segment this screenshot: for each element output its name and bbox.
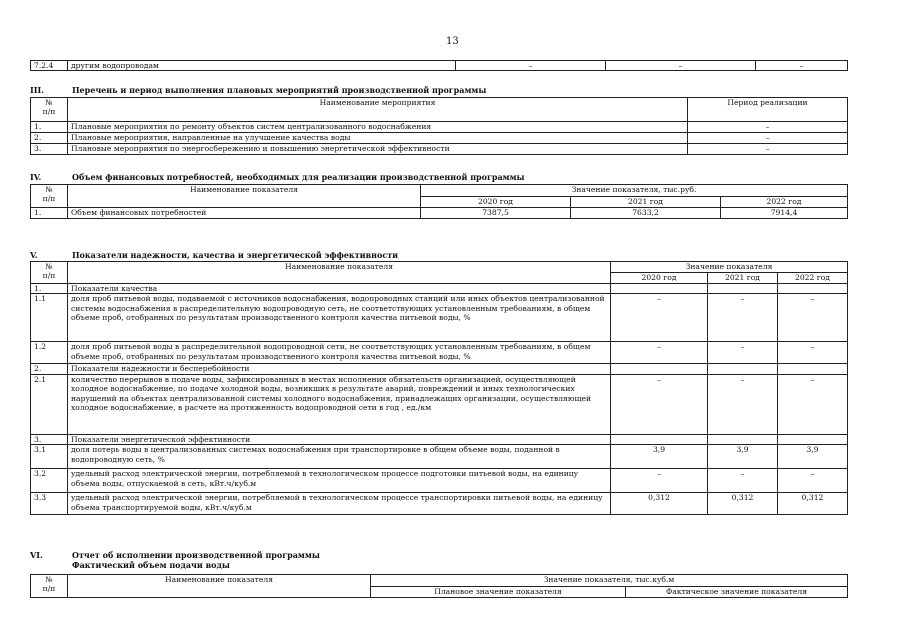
row-number: 1.	[31, 284, 68, 294]
value-2022: –	[778, 469, 848, 493]
value-2021: 3,9	[708, 445, 778, 469]
section-title: Объем финансовых потребностей, необходимых для реализации производственной программы	[72, 172, 525, 182]
indicator-name: Объем финансовых потребностей	[68, 208, 421, 219]
section-6-heading	[30, 551, 850, 571]
table-header-row	[31, 185, 848, 197]
table-row	[31, 284, 848, 294]
period-cell: –	[688, 144, 848, 155]
row-number: 3.	[31, 144, 68, 155]
col-header-name: Наименование показателя	[68, 575, 371, 598]
col-header-2022: 2022 год	[778, 273, 848, 284]
row-number: 1.	[31, 208, 68, 219]
row-number: 3.3	[31, 493, 68, 515]
row-number: 2.	[31, 133, 68, 144]
col-header-number: № п/п	[31, 262, 68, 284]
col-header-fact: Фактическое значение показателя	[626, 587, 848, 598]
row-number: 1.1	[31, 294, 68, 342]
col-header-number: № п/п	[31, 185, 68, 208]
period-cell: –	[688, 133, 848, 144]
measures-table	[30, 97, 848, 155]
table-row	[31, 144, 848, 155]
indicator-name: количество перерывов в подаче воды, зафиксированных в местах исполнения обязательств организацией, осуществляющей холодное водоснабжение, по подаче холодной воды, возникших в результате аварий, повреждений и иных технологических нарушений на объектах централизованной системы холодного водоснабжения, принадлежащих организации, осуществляющей холодное водоснабжение, в расчете на протяженность водопроводной сети в год , ед./км	[68, 374, 611, 434]
page-number: 13	[446, 36, 459, 47]
value-2022: –	[778, 374, 848, 434]
row-number: 7.2.4	[31, 61, 68, 71]
col-header-2022: 2022 год	[721, 197, 848, 208]
table-header-row	[31, 262, 848, 273]
measure-name: Плановые мероприятия, направленные на улучшение качества воды	[68, 133, 688, 144]
table-row	[31, 434, 848, 444]
value-2021: –	[708, 294, 778, 342]
table-row	[31, 469, 848, 493]
table-row	[31, 493, 848, 515]
table-row	[31, 61, 848, 71]
section-subtitle: Фактический объем подачи воды	[72, 560, 230, 570]
col-header-name: Наименование мероприятия	[68, 98, 688, 122]
col-header-name: Наименование показателя	[68, 262, 611, 284]
col-header-2020: 2020 год	[421, 197, 571, 208]
continuation-table	[30, 60, 848, 71]
table-row	[31, 374, 848, 434]
value-2022: 3,9	[778, 445, 848, 469]
indicator-name: Показатели надежности и бесперебойности	[68, 364, 611, 374]
section-number: V.	[30, 250, 38, 260]
row-number: 3.2	[31, 469, 68, 493]
indicator-name: другим водопроводам	[68, 61, 456, 71]
value-2022	[778, 364, 848, 374]
value-2021	[708, 284, 778, 294]
col-header-2020: 2020 год	[611, 273, 708, 284]
value-2022: 0,312	[778, 493, 848, 515]
value-2021	[708, 364, 778, 374]
section-number: IV.	[30, 172, 42, 182]
value-cell: –	[606, 61, 756, 71]
col-header-number: № п/п	[31, 98, 68, 122]
measure-name: Плановые мероприятия по энергосбережению и повышению энергетической эффективности	[68, 144, 688, 155]
col-header-value: Значение показателя, тыс.куб.м	[371, 575, 848, 587]
row-number: 1.2	[31, 342, 68, 364]
row-number: 1.	[31, 122, 68, 133]
section-title: Перечень и период выполнения плановых мероприятий производственной программы	[72, 85, 487, 95]
col-header-value: Значение показателя	[611, 262, 848, 273]
indicator-name: доля потерь воды в централизованных системах водоснабжения при транспортировке в общем объеме воды, поданной в водопроводную сеть, %	[68, 445, 611, 469]
table-row	[31, 208, 848, 219]
value-cell: –	[756, 61, 848, 71]
section-5-heading	[30, 251, 850, 261]
financial-needs-table	[30, 184, 848, 219]
row-number: 3.1	[31, 445, 68, 469]
section-number: VI.	[30, 550, 43, 560]
value-2021: –	[708, 469, 778, 493]
table-row	[31, 342, 848, 364]
col-header-period: Период реализации	[688, 98, 848, 122]
period-cell: –	[688, 122, 848, 133]
row-number: 3.	[31, 434, 68, 444]
value-2020	[611, 284, 708, 294]
table-row	[31, 133, 848, 144]
value-2022	[778, 434, 848, 444]
value-2020: –	[611, 294, 708, 342]
value-2020: –	[611, 342, 708, 364]
col-header-value: Значение показателя, тыс.руб.	[421, 185, 848, 197]
indicator-name: доля проб питьевой воды в распределительной водопроводной сети, не соответствующих установленным требованиям, в общем объеме проб, отобранных по результатам производственного контроля качества питьевой воды, %	[68, 342, 611, 364]
table-row	[31, 445, 848, 469]
value-2021: 0,312	[708, 493, 778, 515]
value-2022: –	[778, 294, 848, 342]
value-2020: –	[611, 374, 708, 434]
section-4-heading	[30, 173, 850, 183]
table-row	[31, 294, 848, 342]
table-header-row	[31, 98, 848, 122]
value-2020: –	[611, 469, 708, 493]
table-row	[31, 364, 848, 374]
col-header-2021: 2021 год	[571, 197, 721, 208]
value-2022: 7914,4	[721, 208, 848, 219]
value-2020: 3,9	[611, 445, 708, 469]
value-2022	[778, 284, 848, 294]
value-2022: –	[778, 342, 848, 364]
indicator-name: удельный расход электрической энергии, потребляемой в технологическом процессе подготовки питьевой воды, на единицу объема воды, отпускаемой в сеть, кВт.ч/куб.м	[68, 469, 611, 493]
row-number: 2.1	[31, 374, 68, 434]
section-title: Отчет об исполнении производственной программы	[72, 550, 320, 560]
value-2020: 7387,5	[421, 208, 571, 219]
value-2021: –	[708, 374, 778, 434]
col-header-plan: Плановое значение показателя	[371, 587, 626, 598]
value-2020	[611, 364, 708, 374]
indicator-name: Показатели качества	[68, 284, 611, 294]
section-title: Показатели надежности, качества и энергетической эффективности	[72, 250, 399, 260]
value-2020	[611, 434, 708, 444]
col-header-2021: 2021 год	[708, 273, 778, 284]
value-2020: 0,312	[611, 493, 708, 515]
indicator-name: удельный расход электрической энергии, потребляемой в технологическом процессе транспортировки питьевой воды, на единицу объема транспортируемой воды, кВт.ч/куб.м	[68, 493, 611, 515]
value-2021	[708, 434, 778, 444]
value-cell: –	[456, 61, 606, 71]
indicators-table	[30, 261, 848, 515]
indicator-name: доля проб питьевой воды, подаваемой с источников водоснабжения, водопроводных станций или иных объектов централизованной системы водоснабжения в распределительную водопроводную сеть, не соответствующих установленным требованиям, в общем объеме проб, отобранных по результатам производственного контроля качества питьевой воды, %	[68, 294, 611, 342]
col-header-name: Наименование показателя	[68, 185, 421, 208]
table-header-row	[31, 575, 848, 587]
value-2021: –	[708, 342, 778, 364]
table-row	[31, 122, 848, 133]
col-header-number: № п/п	[31, 575, 68, 598]
measure-name: Плановые мероприятия по ремонту объектов систем централизованного водоснабжения	[68, 122, 688, 133]
value-2021: 7633,2	[571, 208, 721, 219]
water-supply-report-table	[30, 574, 848, 598]
section-number: III.	[30, 85, 45, 95]
section-3-heading	[30, 86, 850, 96]
row-number: 2.	[31, 364, 68, 374]
indicator-name: Показатели энергетической эффективности	[68, 434, 611, 444]
